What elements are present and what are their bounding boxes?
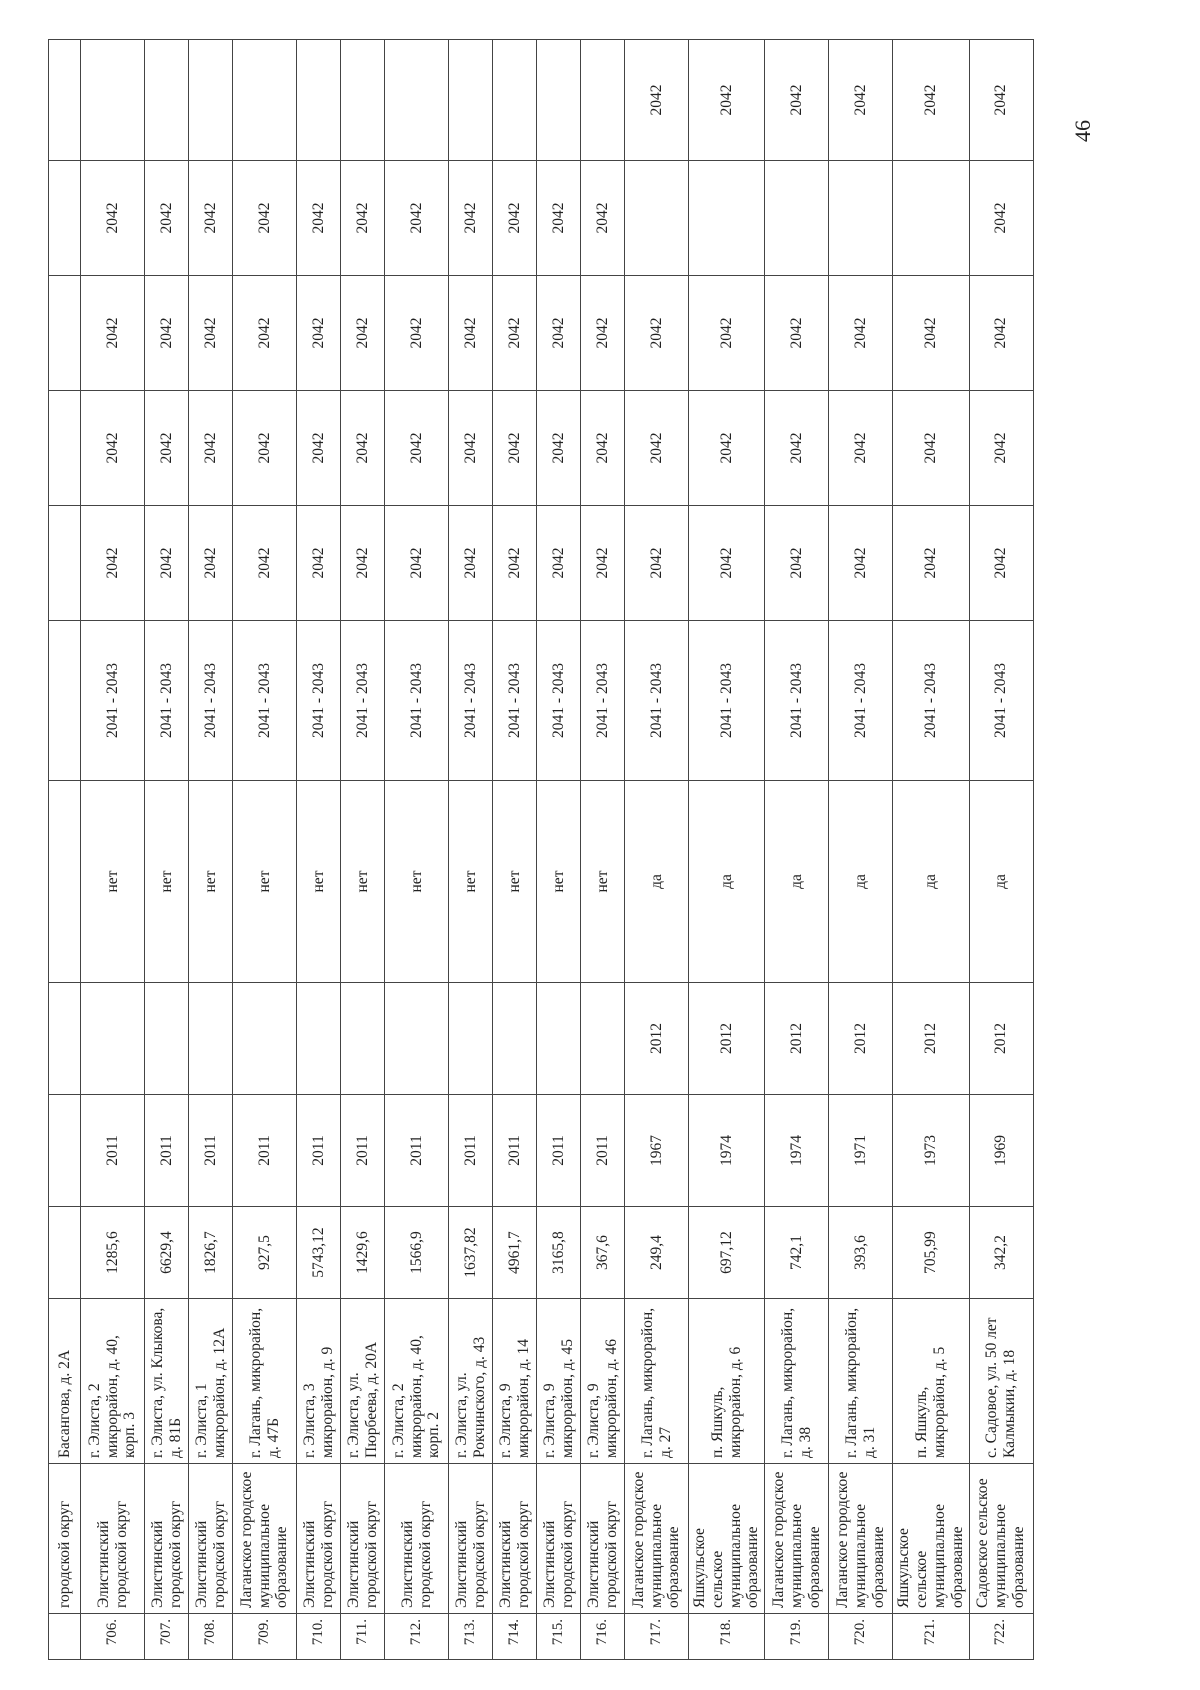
table-row bbox=[625, 40, 689, 1660]
cell-need: нет bbox=[341, 781, 385, 983]
cell-year-built: 2011 bbox=[233, 1095, 297, 1207]
cell-y3: 2042 bbox=[297, 276, 341, 391]
cell-y3: 2042 bbox=[145, 276, 189, 391]
cell-y4: 2042 bbox=[581, 161, 625, 276]
cell-y1 bbox=[49, 506, 81, 621]
cell-y4: 2042 bbox=[537, 161, 581, 276]
cell-y2: 2042 bbox=[581, 391, 625, 506]
cell-address: Басангова, д. 2А bbox=[49, 1299, 81, 1464]
table-row bbox=[189, 40, 233, 1660]
cell-y3: 2042 bbox=[189, 276, 233, 391]
cell-plan: 2041 - 2043 bbox=[581, 621, 625, 781]
cell-need: нет bbox=[493, 781, 537, 983]
cell-num: 718. bbox=[689, 1614, 765, 1660]
cell-need: да bbox=[893, 781, 969, 983]
cell-y3: 2042 bbox=[385, 276, 449, 391]
cell-y1: 2042 bbox=[581, 506, 625, 621]
cell-y2: 2042 bbox=[537, 391, 581, 506]
cell-area: 1285,6 bbox=[81, 1207, 145, 1299]
cell-y3: 2042 bbox=[893, 276, 969, 391]
cell-year-overhaul bbox=[81, 983, 145, 1095]
cell-year-built: 2011 bbox=[189, 1095, 233, 1207]
cell-y4 bbox=[765, 161, 829, 276]
cell-y1: 2042 bbox=[689, 506, 765, 621]
cell-year-built: 2011 bbox=[493, 1095, 537, 1207]
cell-year-built: 1973 bbox=[893, 1095, 969, 1207]
cell-year-built: 2011 bbox=[341, 1095, 385, 1207]
cell-area: 1637,82 bbox=[449, 1207, 493, 1299]
cell-municipality: Лаганское городское муниципальное образование bbox=[765, 1464, 829, 1614]
cell-address: п. Яшкуль, микрорайон, д. 6 bbox=[689, 1299, 765, 1464]
cell-y2: 2042 bbox=[829, 391, 893, 506]
cell-num bbox=[49, 1614, 81, 1660]
cell-area: 3165,8 bbox=[537, 1207, 581, 1299]
cell-y5: 2042 bbox=[765, 40, 829, 161]
table-row bbox=[449, 40, 493, 1660]
cell-year-overhaul bbox=[233, 983, 297, 1095]
cell-num: 716. bbox=[581, 1614, 625, 1660]
cell-area: 4961,7 bbox=[493, 1207, 537, 1299]
cell-need: нет bbox=[449, 781, 493, 983]
cell-y2: 2042 bbox=[385, 391, 449, 506]
cell-y5 bbox=[49, 40, 81, 161]
cell-area: 1566,9 bbox=[385, 1207, 449, 1299]
page-number: 46 bbox=[1070, 120, 1095, 142]
cell-num: 706. bbox=[81, 1614, 145, 1660]
cell-municipality: Лаганское городское муниципальное образование bbox=[829, 1464, 893, 1614]
cell-y5: 2042 bbox=[969, 40, 1033, 161]
cell-y1: 2042 bbox=[765, 506, 829, 621]
cell-y5 bbox=[233, 40, 297, 161]
cell-y5 bbox=[189, 40, 233, 161]
cell-y2: 2042 bbox=[189, 391, 233, 506]
cell-address: п. Яшкуль, микрорайон, д. 5 bbox=[893, 1299, 969, 1464]
cell-y2: 2042 bbox=[493, 391, 537, 506]
cell-need: да bbox=[969, 781, 1033, 983]
table-row bbox=[297, 40, 341, 1660]
cell-year-overhaul: 2012 bbox=[689, 983, 765, 1095]
table-row bbox=[81, 40, 145, 1660]
cell-num: 720. bbox=[829, 1614, 893, 1660]
cell-area: 342,2 bbox=[969, 1207, 1033, 1299]
table-row bbox=[341, 40, 385, 1660]
table-row bbox=[581, 40, 625, 1660]
cell-year-overhaul bbox=[145, 983, 189, 1095]
cell-municipality: Лаганское городское муниципальное образование bbox=[233, 1464, 297, 1614]
cell-y3: 2042 bbox=[969, 276, 1033, 391]
cell-year-overhaul: 2012 bbox=[829, 983, 893, 1095]
cell-year-overhaul bbox=[297, 983, 341, 1095]
cell-address: г. Элиста, ул. Рокчинского, д. 43 bbox=[449, 1299, 493, 1464]
cell-year-overhaul bbox=[385, 983, 449, 1095]
cell-need: да bbox=[829, 781, 893, 983]
cell-num: 717. bbox=[625, 1614, 689, 1660]
cell-num: 715. bbox=[537, 1614, 581, 1660]
table-row bbox=[537, 40, 581, 1660]
cell-year-built: 2011 bbox=[297, 1095, 341, 1207]
cell-municipality: городской округ bbox=[49, 1464, 81, 1614]
cell-num: 722. bbox=[969, 1614, 1033, 1660]
cell-municipality: Элистинский городской округ bbox=[145, 1464, 189, 1614]
cell-plan: 2041 - 2043 bbox=[537, 621, 581, 781]
cell-y4 bbox=[829, 161, 893, 276]
table-row bbox=[765, 40, 829, 1660]
cell-address: г. Элиста, 1 микрорайон, д. 12А bbox=[189, 1299, 233, 1464]
cell-num: 712. bbox=[385, 1614, 449, 1660]
cell-plan: 2041 - 2043 bbox=[625, 621, 689, 781]
cell-y2: 2042 bbox=[145, 391, 189, 506]
cell-year-built: 1969 bbox=[969, 1095, 1033, 1207]
table-row bbox=[689, 40, 765, 1660]
cell-year-built bbox=[49, 1095, 81, 1207]
cell-y2: 2042 bbox=[449, 391, 493, 506]
cell-num: 709. bbox=[233, 1614, 297, 1660]
cell-year-built: 2011 bbox=[385, 1095, 449, 1207]
cell-y5: 2042 bbox=[829, 40, 893, 161]
cell-y3: 2042 bbox=[81, 276, 145, 391]
cell-y1: 2042 bbox=[189, 506, 233, 621]
cell-address: г. Лагань, микрорайон, д. 27 bbox=[625, 1299, 689, 1464]
cell-y1: 2042 bbox=[385, 506, 449, 621]
cell-year-built: 1974 bbox=[689, 1095, 765, 1207]
cell-y5 bbox=[81, 40, 145, 161]
cell-y5 bbox=[581, 40, 625, 161]
cell-y5 bbox=[341, 40, 385, 161]
cell-y5 bbox=[145, 40, 189, 161]
cell-y3: 2042 bbox=[829, 276, 893, 391]
cell-num: 721. bbox=[893, 1614, 969, 1660]
cell-year-overhaul bbox=[581, 983, 625, 1095]
cell-year-built: 2011 bbox=[537, 1095, 581, 1207]
cell-num: 711. bbox=[341, 1614, 385, 1660]
cell-plan: 2041 - 2043 bbox=[893, 621, 969, 781]
cell-num: 714. bbox=[493, 1614, 537, 1660]
cell-y2: 2042 bbox=[969, 391, 1033, 506]
table-row bbox=[969, 40, 1033, 1660]
cell-y4 bbox=[49, 161, 81, 276]
cell-municipality: Садовское сельское муниципальное образование bbox=[969, 1464, 1033, 1614]
cell-area bbox=[49, 1207, 81, 1299]
cell-need: да bbox=[765, 781, 829, 983]
cell-y2: 2042 bbox=[689, 391, 765, 506]
cell-need: нет bbox=[537, 781, 581, 983]
cell-y4: 2042 bbox=[233, 161, 297, 276]
cell-y5: 2042 bbox=[893, 40, 969, 161]
cell-need bbox=[49, 781, 81, 983]
cell-y5 bbox=[493, 40, 537, 161]
table-row bbox=[493, 40, 537, 1660]
cell-y1: 2042 bbox=[81, 506, 145, 621]
cell-area: 705,99 bbox=[893, 1207, 969, 1299]
cell-y5 bbox=[449, 40, 493, 161]
cell-plan: 2041 - 2043 bbox=[233, 621, 297, 781]
rotated-table-container bbox=[48, 40, 1027, 1660]
cell-need: нет bbox=[233, 781, 297, 983]
cell-y1: 2042 bbox=[341, 506, 385, 621]
cell-plan: 2041 - 2043 bbox=[341, 621, 385, 781]
cell-y1: 2042 bbox=[537, 506, 581, 621]
cell-y2: 2042 bbox=[297, 391, 341, 506]
cell-municipality: Элистинский городской округ bbox=[493, 1464, 537, 1614]
cell-area: 1826,7 bbox=[189, 1207, 233, 1299]
cell-plan: 2041 - 2043 bbox=[829, 621, 893, 781]
cell-need: нет bbox=[81, 781, 145, 983]
cell-y3: 2042 bbox=[537, 276, 581, 391]
cell-y5 bbox=[297, 40, 341, 161]
cell-num: 710. bbox=[297, 1614, 341, 1660]
cell-municipality: Элистинский городской округ bbox=[297, 1464, 341, 1614]
table-row bbox=[893, 40, 969, 1660]
cell-y3: 2042 bbox=[765, 276, 829, 391]
cell-y1: 2042 bbox=[829, 506, 893, 621]
cell-municipality: Элистинский городской округ bbox=[189, 1464, 233, 1614]
cell-address: г. Элиста, 9 микрорайон, д. 14 bbox=[493, 1299, 537, 1464]
cell-y1: 2042 bbox=[297, 506, 341, 621]
cell-address: г. Лагань, микрорайон, д. 38 bbox=[765, 1299, 829, 1464]
cell-y2: 2042 bbox=[893, 391, 969, 506]
cell-y4: 2042 bbox=[385, 161, 449, 276]
cell-address: г. Элиста, 9 микрорайон, д. 45 bbox=[537, 1299, 581, 1464]
cell-plan: 2041 - 2043 bbox=[297, 621, 341, 781]
cell-year-built: 1971 bbox=[829, 1095, 893, 1207]
cell-y2: 2042 bbox=[765, 391, 829, 506]
cell-address: г. Элиста, ул. Пюрбеева, д. 20А bbox=[341, 1299, 385, 1464]
cell-y4: 2042 bbox=[81, 161, 145, 276]
cell-area: 249,4 bbox=[625, 1207, 689, 1299]
cell-y3: 2042 bbox=[625, 276, 689, 391]
cell-address: г. Элиста, 2 микрорайон, д. 40, корп. 2 bbox=[385, 1299, 449, 1464]
cell-plan: 2041 - 2043 bbox=[81, 621, 145, 781]
cell-y4: 2042 bbox=[493, 161, 537, 276]
cell-municipality: Яшкульское сельское муниципальное образование bbox=[893, 1464, 969, 1614]
cell-y2 bbox=[49, 391, 81, 506]
cell-y3: 2042 bbox=[689, 276, 765, 391]
cell-y3: 2042 bbox=[341, 276, 385, 391]
cell-year-built: 1974 bbox=[765, 1095, 829, 1207]
cell-y1: 2042 bbox=[969, 506, 1033, 621]
cell-y4: 2042 bbox=[341, 161, 385, 276]
cell-year-built: 2011 bbox=[145, 1095, 189, 1207]
cell-address: г. Лагань, микрорайон, д. 31 bbox=[829, 1299, 893, 1464]
cell-year-built: 2011 bbox=[581, 1095, 625, 1207]
cell-area: 927,5 bbox=[233, 1207, 297, 1299]
cell-year-built: 2011 bbox=[81, 1095, 145, 1207]
cell-address: г. Элиста, 2 микрорайон, д. 40, корп. 3 bbox=[81, 1299, 145, 1464]
table-row bbox=[145, 40, 189, 1660]
cell-need: нет bbox=[145, 781, 189, 983]
cell-y4: 2042 bbox=[297, 161, 341, 276]
cell-plan bbox=[49, 621, 81, 781]
cell-year-overhaul bbox=[537, 983, 581, 1095]
cell-need: да bbox=[689, 781, 765, 983]
cell-area: 742,1 bbox=[765, 1207, 829, 1299]
cell-year-overhaul bbox=[49, 983, 81, 1095]
cell-y4: 2042 bbox=[449, 161, 493, 276]
cell-plan: 2041 - 2043 bbox=[145, 621, 189, 781]
cell-need: нет bbox=[189, 781, 233, 983]
cell-area: 367,6 bbox=[581, 1207, 625, 1299]
cell-y3 bbox=[49, 276, 81, 391]
cell-y1: 2042 bbox=[625, 506, 689, 621]
cell-year-overhaul bbox=[493, 983, 537, 1095]
cell-year-overhaul: 2012 bbox=[765, 983, 829, 1095]
cell-area: 5743,12 bbox=[297, 1207, 341, 1299]
cell-municipality: Элистинский городской округ bbox=[449, 1464, 493, 1614]
cell-num: 713. bbox=[449, 1614, 493, 1660]
cell-plan: 2041 - 2043 bbox=[385, 621, 449, 781]
cell-y4 bbox=[689, 161, 765, 276]
cell-plan: 2041 - 2043 bbox=[689, 621, 765, 781]
cell-address: г. Элиста, 3 микрорайон, д. 9 bbox=[297, 1299, 341, 1464]
cell-y4: 2042 bbox=[969, 161, 1033, 276]
cell-plan: 2041 - 2043 bbox=[969, 621, 1033, 781]
cell-y3: 2042 bbox=[493, 276, 537, 391]
cell-num: 719. bbox=[765, 1614, 829, 1660]
cell-y1: 2042 bbox=[893, 506, 969, 621]
cell-y2: 2042 bbox=[233, 391, 297, 506]
cell-area: 393,6 bbox=[829, 1207, 893, 1299]
table-row bbox=[385, 40, 449, 1660]
cell-municipality: Элистинский городской округ bbox=[341, 1464, 385, 1614]
cell-municipality: Элистинский городской округ bbox=[81, 1464, 145, 1614]
cell-municipality: Яшкульское сельское муниципальное образование bbox=[689, 1464, 765, 1614]
cell-municipality: Лаганское городское муниципальное образование bbox=[625, 1464, 689, 1614]
housing-register-table bbox=[48, 39, 1034, 1660]
cell-y5: 2042 bbox=[689, 40, 765, 161]
cell-y4: 2042 bbox=[145, 161, 189, 276]
cell-municipality: Элистинский городской округ bbox=[537, 1464, 581, 1614]
cell-address: г. Элиста, ул. Клыкова, д. 81Б bbox=[145, 1299, 189, 1464]
cell-y2: 2042 bbox=[341, 391, 385, 506]
table-row-header-continuation bbox=[49, 40, 81, 1660]
cell-year-overhaul bbox=[341, 983, 385, 1095]
cell-y3: 2042 bbox=[449, 276, 493, 391]
cell-y1: 2042 bbox=[233, 506, 297, 621]
cell-y5: 2042 bbox=[625, 40, 689, 161]
cell-need: нет bbox=[297, 781, 341, 983]
cell-y1: 2042 bbox=[145, 506, 189, 621]
cell-num: 707. bbox=[145, 1614, 189, 1660]
cell-area: 6629,4 bbox=[145, 1207, 189, 1299]
cell-year-overhaul bbox=[449, 983, 493, 1095]
cell-year-overhaul: 2012 bbox=[969, 983, 1033, 1095]
cell-address: г. Элиста, 9 микрорайон, д. 46 bbox=[581, 1299, 625, 1464]
cell-plan: 2041 - 2043 bbox=[765, 621, 829, 781]
cell-y3: 2042 bbox=[581, 276, 625, 391]
table-row bbox=[829, 40, 893, 1660]
cell-y4 bbox=[893, 161, 969, 276]
cell-area: 697,12 bbox=[689, 1207, 765, 1299]
cell-y5 bbox=[385, 40, 449, 161]
cell-y2: 2042 bbox=[81, 391, 145, 506]
table-row bbox=[233, 40, 297, 1660]
cell-address: с. Садовое, ул. 50 лет Калмыкии, д. 18 bbox=[969, 1299, 1033, 1464]
cell-plan: 2041 - 2043 bbox=[493, 621, 537, 781]
cell-need: нет bbox=[385, 781, 449, 983]
cell-address: г. Лагань, микрорайон, д. 47Б bbox=[233, 1299, 297, 1464]
cell-plan: 2041 - 2043 bbox=[449, 621, 493, 781]
cell-year-built: 1967 bbox=[625, 1095, 689, 1207]
cell-y1: 2042 bbox=[449, 506, 493, 621]
cell-y4: 2042 bbox=[189, 161, 233, 276]
cell-y3: 2042 bbox=[233, 276, 297, 391]
cell-year-overhaul bbox=[189, 983, 233, 1095]
cell-municipality: Элистинский городской округ bbox=[385, 1464, 449, 1614]
cell-y5 bbox=[537, 40, 581, 161]
cell-need: нет bbox=[581, 781, 625, 983]
cell-need: да bbox=[625, 781, 689, 983]
cell-y2: 2042 bbox=[625, 391, 689, 506]
cell-year-overhaul: 2012 bbox=[625, 983, 689, 1095]
cell-year-overhaul: 2012 bbox=[893, 983, 969, 1095]
cell-area: 1429,6 bbox=[341, 1207, 385, 1299]
cell-plan: 2041 - 2043 bbox=[189, 621, 233, 781]
cell-year-built: 2011 bbox=[449, 1095, 493, 1207]
cell-y4 bbox=[625, 161, 689, 276]
cell-y1: 2042 bbox=[493, 506, 537, 621]
cell-municipality: Элистинский городской округ bbox=[581, 1464, 625, 1614]
cell-num: 708. bbox=[189, 1614, 233, 1660]
